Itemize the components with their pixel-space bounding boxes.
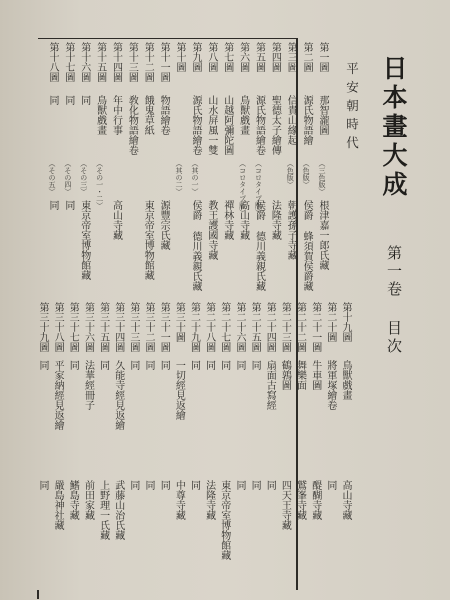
- plate-number: 第一圖: [317, 42, 328, 72]
- plate-owner: 法隆寺藏: [203, 480, 215, 520]
- plate-title: 同: [143, 360, 155, 370]
- plate-owner: 前田家藏: [82, 480, 94, 520]
- plate-number: 第三十一圖: [158, 302, 170, 352]
- plate-number: 第三十五圖: [97, 302, 109, 352]
- plate-title: 舞樂面: [294, 360, 306, 390]
- plate-number: 第二十八圖: [203, 302, 215, 352]
- plate-owner: 源豐宗氏藏: [158, 200, 170, 250]
- plate-title: 鶴鶉圖: [279, 360, 291, 390]
- plate-title: 物語繪卷: [158, 95, 170, 135]
- plate-owner: 醍醐寺藏: [309, 480, 321, 520]
- plate-number: 第二十三圖: [279, 302, 291, 352]
- plate-title: 一切經見返繪: [173, 360, 185, 420]
- plate-note: （コロタイプ版）: [238, 160, 247, 216]
- plate-owner: 同: [233, 480, 245, 490]
- plate-owner: 教王護國寺藏: [205, 200, 217, 260]
- plate-title: 餓鬼草紙: [142, 95, 154, 135]
- plate-owner: 侯爵 德川義親氏藏: [189, 200, 201, 291]
- plate-note: （その三）: [79, 160, 88, 195]
- plate-title: 鳥獸戲畫: [340, 360, 351, 400]
- plate-number: 第二十圖: [324, 302, 336, 342]
- plate-number: 第三圖: [285, 42, 297, 72]
- plate-owner: 侯爵 蜂須賀侯爵藏: [301, 200, 313, 291]
- plate-title: 源氏物語繪卷: [189, 95, 201, 155]
- plate-title: 那智瀧圖: [317, 95, 328, 135]
- plate-owner: 東京帝室博物館藏: [78, 200, 90, 280]
- plate-number: 第六圖: [237, 42, 249, 72]
- plate-number: 第十九圖: [340, 302, 351, 342]
- plate-owner: 同: [37, 480, 48, 490]
- plate-number: 第十圖: [174, 42, 186, 72]
- plate-note: （その四）: [63, 160, 72, 195]
- plate-owner: 東京帝室博物館藏: [218, 480, 230, 560]
- plate-title: 法華經冊子: [82, 360, 94, 410]
- plate-note: （その一・二）: [95, 160, 104, 209]
- plate-note: （色版）: [302, 160, 311, 188]
- plate-owner: 四天王寺藏: [279, 480, 291, 530]
- plate-number: 第八圖: [205, 42, 217, 72]
- plate-title: 信貴山緣起: [285, 95, 297, 145]
- plate-title: 山越阿彌陀圖: [221, 95, 233, 155]
- plate-number: 第二十九圖: [188, 302, 200, 352]
- plate-number: 第二十四圖: [264, 302, 276, 352]
- plate-number: 第十八圖: [47, 42, 58, 82]
- plate-number: 第四圖: [269, 42, 281, 72]
- plate-number: 第二十六圖: [233, 302, 245, 352]
- plate-title: 同: [218, 360, 230, 370]
- era-heading: 平安朝時代: [344, 62, 360, 155]
- plate-number: 第十四圖: [110, 42, 122, 82]
- top-border-line: [38, 38, 298, 39]
- plate-number: 第十二圖: [142, 42, 154, 82]
- plate-title: 同: [127, 360, 139, 370]
- plate-owner: 高山寺藏: [110, 200, 122, 240]
- plate-number: 第三十六圖: [82, 302, 94, 352]
- plate-title: 鳥獸戲畫: [237, 95, 249, 135]
- volume-label: 第一卷: [385, 245, 403, 299]
- plate-title: 久能寺經見返繪: [112, 360, 124, 430]
- plate-title: 同: [233, 360, 245, 370]
- plate-note: （其の二）: [175, 160, 184, 195]
- plate-owner: 同: [249, 480, 261, 490]
- plate-owner: 高山寺藏: [237, 200, 249, 240]
- plate-note: （コロタイプ版）: [254, 160, 263, 216]
- plate-title: 將軍塚繪卷: [324, 360, 336, 410]
- plate-number: 第九圖: [189, 42, 201, 72]
- plate-number: 第二十一圖: [309, 302, 321, 352]
- plate-title: 同: [188, 360, 200, 370]
- plate-note: （色版）: [286, 160, 295, 188]
- contents-label: 目次: [385, 320, 403, 356]
- plate-title: 扇面古寫經: [264, 360, 276, 410]
- plate-title: 鳥獸戲畫: [94, 95, 106, 135]
- plate-owner: 根津嘉一郎氏藏: [317, 200, 328, 270]
- plate-title: 牛車圖: [309, 360, 321, 390]
- plate-title: 同: [37, 360, 48, 370]
- plate-owner: 同: [188, 480, 200, 490]
- plate-owner: 法隆寺藏: [269, 200, 281, 240]
- plate-title: 同: [158, 360, 170, 370]
- plate-title: 源氏物語繪: [301, 95, 313, 145]
- plate-number: 第三十圖: [173, 302, 185, 342]
- plate-title: 同: [249, 360, 261, 370]
- plate-number: 第三十七圖: [67, 302, 79, 352]
- plate-owner: 侯爵 德川義親氏藏: [253, 200, 265, 291]
- plate-owner: 同: [264, 480, 276, 490]
- plate-owner: 同: [158, 480, 170, 490]
- plate-number: 第七圖: [221, 42, 233, 72]
- plate-note: （其の一）: [190, 160, 199, 195]
- plate-number: 第二十五圖: [249, 302, 261, 352]
- plate-title: 同: [78, 95, 90, 105]
- plate-title: 同: [62, 95, 74, 105]
- plate-number: 第二十二圖: [294, 302, 306, 352]
- plate-title: 聖德太子繪傳: [269, 95, 281, 155]
- plate-title: 平家納經見返繪: [52, 360, 64, 430]
- plate-owner: 嚴島神社藏: [52, 480, 64, 530]
- plate-owner: 武藤山治氏藏: [112, 480, 124, 540]
- plate-number: 第十五圖: [94, 42, 106, 82]
- plate-title: 同: [47, 95, 58, 105]
- plate-owner: 鰭島寺藏: [67, 480, 79, 520]
- plate-title: 山水屏風一雙: [205, 95, 217, 155]
- plate-number: 第三十二圖: [143, 302, 155, 352]
- plate-number: 第十三圖: [126, 42, 138, 82]
- plate-owner: 同: [127, 480, 139, 490]
- plate-owner: 同: [47, 200, 58, 210]
- plate-number: 第十六圖: [78, 42, 90, 82]
- plate-owner: 同: [143, 480, 155, 490]
- plate-title: 年中行事: [110, 95, 122, 135]
- plate-title: 源氏物語繪卷: [253, 95, 265, 155]
- plate-owner: 鷲峯寺藏: [294, 480, 306, 520]
- plate-title: 同: [97, 360, 109, 370]
- plate-number: 第三十八圖: [52, 302, 64, 352]
- plate-number: 第三十四圖: [112, 302, 124, 352]
- book-title: 日本畫大成: [379, 55, 408, 200]
- plate-note: （三色版）: [318, 160, 326, 195]
- plate-title: 同: [203, 360, 215, 370]
- plate-number: 第三十九圖: [37, 302, 48, 352]
- plate-number: 第二圖: [301, 42, 313, 72]
- plate-owner: 朝護孫子寺藏: [285, 200, 297, 260]
- plate-number: 第五圖: [253, 42, 265, 72]
- plate-owner: 同: [62, 200, 74, 210]
- plate-title: 敎化物語繪卷: [126, 95, 138, 155]
- corner-mark: [37, 590, 39, 599]
- plate-note: （その五）: [48, 160, 56, 195]
- plate-owner: 禪林寺藏: [221, 200, 233, 240]
- plate-owner: 東京帝室博物館藏: [142, 200, 154, 280]
- plate-owner: 中尊寺藏: [173, 480, 185, 520]
- plate-owner: 同: [324, 480, 336, 490]
- plate-number: 第十一圖: [158, 42, 170, 82]
- plate-number: 第十七圖: [62, 42, 74, 82]
- plate-owner: 上野理一氏藏: [97, 480, 109, 540]
- plate-number: 第三十三圖: [127, 302, 139, 352]
- plate-number: 第二十七圖: [218, 302, 230, 352]
- plate-owner: 高山寺藏: [340, 480, 351, 520]
- plate-title: 同: [67, 360, 79, 370]
